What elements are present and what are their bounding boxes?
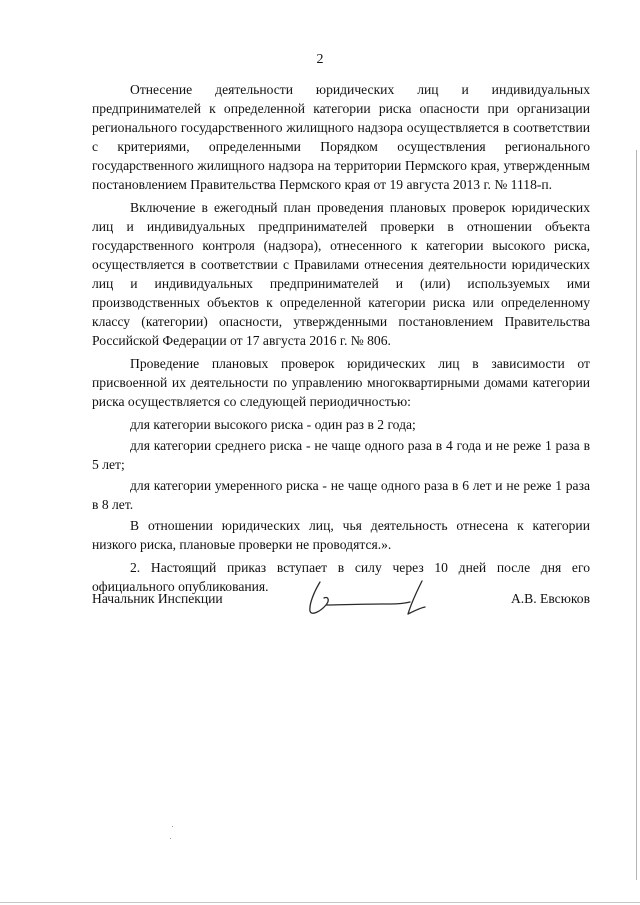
scan-speck [170,838,171,839]
scan-speck [172,826,173,827]
signature-block [92,578,590,618]
paragraph-low-risk: В отношении юридических лиц, чья деятельность отнесена к категории низкого риска, плановые проверки не проводятся.». [92,518,590,552]
list-item-high-risk: для категории высокого риска - один раз в 2 года; [130,417,416,432]
list-item-medium-risk: для категории среднего риска - не чаще одного раза в 4 года и не реже 1 раза в 5 лет; [92,438,590,472]
paragraph-inspection-frequency: Проведение плановых проверок юридических лиц в зависимости от присвоенной их деятельности по управлению многоквартирными домами категории риска осуществляется со следующей периодичностью: [92,356,590,409]
signatory-name: А.В. Евсюков [510,591,590,606]
paragraph-annual-plan: Включение в ежегодный план проведения плановых проверок юридических лиц и индивидуальных предпринимателей проверки в отношении объекта государственного контроля (надзора), отнесенного к категории высокого риска, осуществляется в соответствии с Правилами отнесения деятельности юридических лиц и индивидуальных предпринимателей и (или) используемых ими производственных объектов к определенной категории риска или определенному классу (категории) опасности, утвержденными постановлением Правительства Российской Федерации от 17 августа 2016 г. № 806. [92,200,590,348]
paragraph-risk-assignment: Отнесение деятельности юридических лиц и индивидуальных предпринимателей к определенной категории риска опасности при организации регионального государственного жилищного надзора осуществляется в соответствии с критериями, определенными Порядком осуществления регионального государственного жилищного надзора на территории Пермского края, утвержденным постановлением Правительства Пермского края от 19 августа 2013 г. № 1118-п. [92,82,590,192]
scan-edge-line [636,150,637,880]
list-item-moderate-risk: для категории умеренного риска - не чаще одного раза в 6 лет и не реже 1 раза в 8 лет. [92,478,590,512]
paragraph-effective-date: 2. Настоящий приказ вступает в силу через 10 дней после дня его официального опубликования. [92,560,590,594]
scan-edge-bottom [0,902,640,903]
document-body [92,80,590,600]
handwritten-signature [304,578,434,618]
signatory-title: Начальник Инспекции [92,591,223,606]
page-number: 2 [316,52,324,67]
